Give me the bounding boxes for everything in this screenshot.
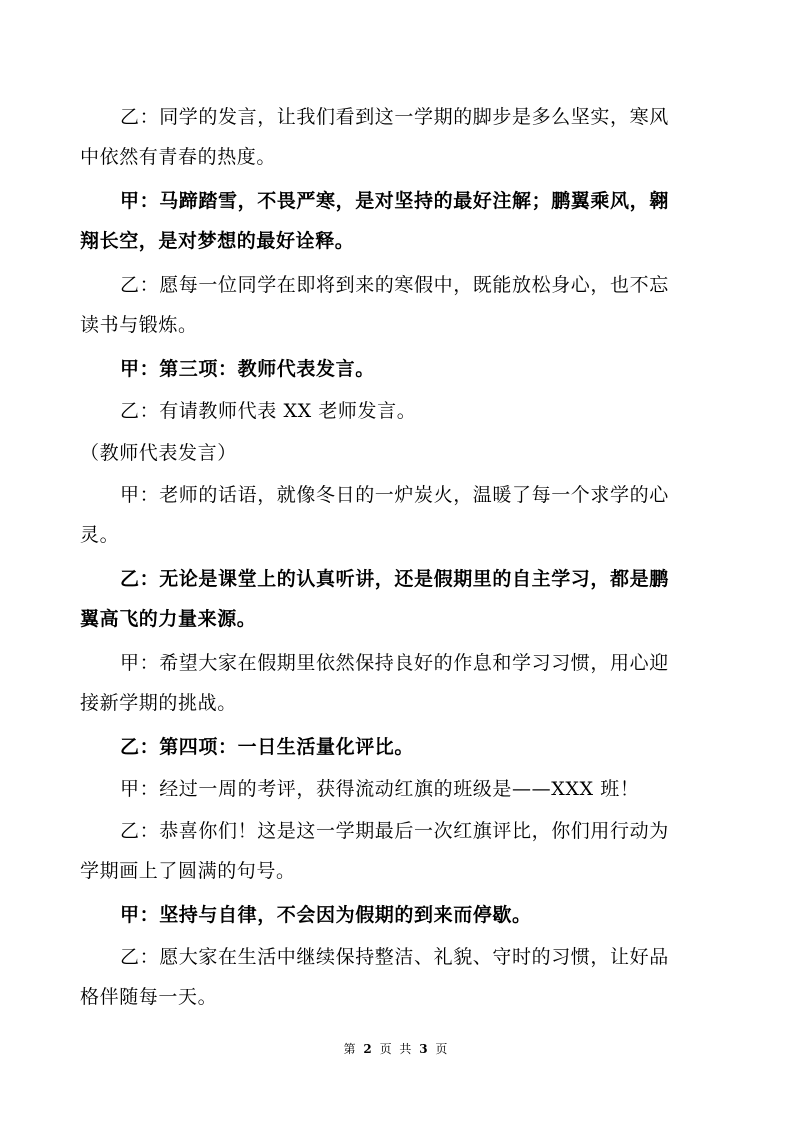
- paragraph: [80, 811, 720, 891]
- paragraph-line: 甲：坚持与自律，不会因为假期的到来而停歇。: [120, 904, 532, 926]
- paragraph-line: 乙：同学的发言，让我们看到这一学期的脚步是多么坚实，寒风: [120, 106, 669, 128]
- paragraph: [80, 475, 720, 555]
- paragraph: [120, 895, 720, 935]
- paragraph: [80, 97, 720, 177]
- paragraph-line: 甲：老师的话语，就像冬日的一炉炭火，温暖了每一个求学的心: [120, 484, 669, 506]
- paragraph-line: 乙：愿每一位同学在即将到来的寒假中，既能放松身心，也不忘: [120, 274, 669, 296]
- paragraph: [80, 181, 720, 261]
- footer-suffix: 页: [435, 1042, 450, 1056]
- paragraph-line: 翼高飞的力量来源。: [80, 608, 257, 630]
- paragraph-line: 中依然有青春的热度。: [80, 146, 277, 168]
- paragraph: [80, 559, 720, 639]
- paragraph-line: 甲：希望大家在假期里依然保持良好的作息和学习习惯，用心迎: [120, 652, 669, 674]
- paragraph-line: 灵。: [80, 524, 120, 546]
- paragraph-line: 乙：愿大家在生活中继续保持整洁、礼貌、守时的习惯，让好品: [120, 946, 669, 968]
- paragraph-line: 格伴随每一天。: [80, 986, 218, 1008]
- paragraph: [120, 391, 720, 431]
- paragraph: [120, 727, 720, 767]
- paragraph-line: 接新学期的挑战。: [80, 692, 237, 714]
- paragraph-line: 甲：经过一周的考评，获得流动红旗的班级是——XXX 班！: [120, 778, 640, 800]
- paragraph-line: 读书与锻炼。: [80, 314, 198, 336]
- footer-total-pages: 3: [419, 1042, 430, 1056]
- paragraph-line: 翔长空，是对梦想的最好诠释。: [80, 230, 355, 252]
- paragraph-line: 乙：第四项：一日生活量化评比。: [120, 736, 415, 758]
- paragraph: [120, 769, 720, 809]
- footer-current-page: 2: [363, 1042, 374, 1056]
- footer-prefix: 第: [343, 1042, 358, 1056]
- paragraph-line: 乙：恭喜你们！这是这一学期最后一次红旗评比，你们用行动为: [120, 820, 669, 842]
- paragraph-line: 甲：第三项：教师代表发言。: [120, 358, 375, 380]
- paragraph-line: 乙：无论是课堂上的认真听讲，还是假期里的自主学习，都是鹏: [120, 568, 669, 590]
- paragraph-line: （教师代表发言）: [80, 442, 237, 464]
- paragraph: [80, 643, 720, 723]
- paragraph: [80, 937, 720, 1017]
- paragraph: [120, 349, 720, 389]
- paragraph: [80, 433, 720, 473]
- page-footer: [0, 1040, 793, 1057]
- paragraph-line: 学期画上了圆满的句号。: [80, 860, 296, 882]
- paragraph-line: 甲：马蹄踏雪，不畏严寒，是对坚持的最好注解；鹏翼乘风，翱: [120, 190, 669, 212]
- paragraph-line: 乙：有请教师代表 XX 老师发言。: [120, 400, 417, 422]
- footer-middle: 页 共: [379, 1042, 414, 1056]
- paragraph: [80, 265, 720, 345]
